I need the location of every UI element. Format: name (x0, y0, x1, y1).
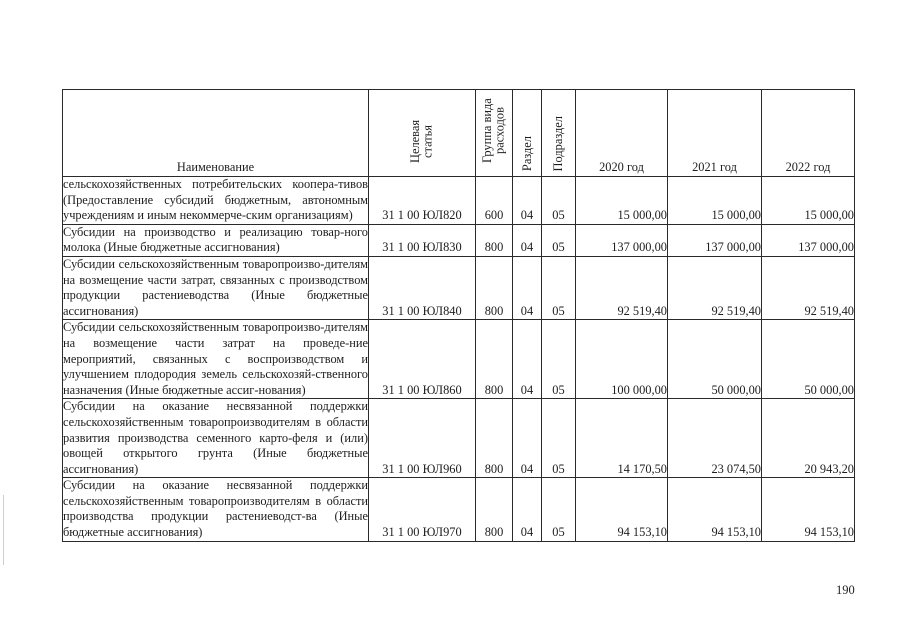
row-section: 04 (513, 256, 542, 319)
row-2022: 137 000,00 (762, 224, 855, 256)
row-2020: 94 153,10 (576, 478, 668, 541)
header-2021: 2021 год (668, 90, 762, 177)
row-subsection: 05 (542, 224, 576, 256)
table-row (63, 256, 855, 319)
row-2020: 14 170,50 (576, 399, 668, 478)
row-name: Субсидии на оказание несвязанной поддержки сельскохозяйственным товаропроизводителям в области производства продукции растениеводст-ва (Иные бюджетные ассигнования) (63, 478, 369, 541)
row-name: сельскохозяйственных потребительских коопера-тивов (Предоставление субсидий бюджетным, автономным учреждениям и иным некоммерче-ским организациям) (63, 177, 369, 225)
row-2020: 92 519,40 (576, 256, 668, 319)
row-2021: 94 153,10 (668, 478, 762, 541)
row-section: 04 (513, 478, 542, 541)
row-section: 04 (513, 224, 542, 256)
row-2021: 92 519,40 (668, 256, 762, 319)
row-target: 31 1 00 ЮЛ830 (369, 224, 476, 256)
row-2020: 15 000,00 (576, 177, 668, 225)
page-number: 190 (836, 583, 855, 597)
row-target: 31 1 00 ЮЛ840 (369, 256, 476, 319)
table-row (63, 399, 855, 478)
row-section: 04 (513, 399, 542, 478)
header-2022: 2022 год (762, 90, 855, 177)
row-target: 31 1 00 ЮЛ960 (369, 399, 476, 478)
row-2021: 137 000,00 (668, 224, 762, 256)
row-group: 600 (476, 177, 513, 225)
row-name: Субсидии сельскохозяйственным товаропроизво-дителям на возмещение части затрат на проведе-ние мероприятий, связанных с воспроизводством и улучшением плодородия земель сельскохозяй-ственного назначения (Иные бюджетные ассиг-нования) (63, 320, 369, 399)
row-subsection: 05 (542, 478, 576, 541)
row-2021: 15 000,00 (668, 177, 762, 225)
row-target: 31 1 00 ЮЛ860 (369, 320, 476, 399)
header-subsection: Подраздел (542, 90, 576, 177)
row-target: 31 1 00 ЮЛ820 (369, 177, 476, 225)
table-header-row (63, 90, 855, 177)
budget-table (62, 89, 855, 542)
row-name: Субсидии на оказание несвязанной поддержки сельскохозяйственным товаропроизводителям в области развития производства семенного карто-феля и (или) овощей открытого грунта (Иные бюджетные ассигнования) (63, 399, 369, 478)
header-section: Раздел (513, 90, 542, 177)
row-group: 800 (476, 399, 513, 478)
header-name: Наименование (63, 90, 369, 177)
row-2022: 92 519,40 (762, 256, 855, 319)
row-2020: 100 000,00 (576, 320, 668, 399)
row-2021: 50 000,00 (668, 320, 762, 399)
table-row (63, 320, 855, 399)
row-subsection: 05 (542, 320, 576, 399)
row-subsection: 05 (542, 399, 576, 478)
row-group: 800 (476, 478, 513, 541)
row-2021: 23 074,50 (668, 399, 762, 478)
scan-edge-mark (3, 495, 4, 565)
table-row (63, 177, 855, 225)
row-2022: 50 000,00 (762, 320, 855, 399)
row-name: Субсидии сельскохозяйственным товаропроизво-дителям на возмещение части затрат, связанных с производством продукции растениеводства (Иные бюджетные ассигнования) (63, 256, 369, 319)
table-row (63, 224, 855, 256)
row-name: Субсидии на производство и реализацию товар-ного молока (Иные бюджетные ассигнования) (63, 224, 369, 256)
row-target: 31 1 00 ЮЛ970 (369, 478, 476, 541)
row-2022: 94 153,10 (762, 478, 855, 541)
row-section: 04 (513, 320, 542, 399)
row-subsection: 05 (542, 177, 576, 225)
row-subsection: 05 (542, 256, 576, 319)
row-2022: 20 943,20 (762, 399, 855, 478)
header-target: Целевая статья (369, 90, 476, 177)
row-2022: 15 000,00 (762, 177, 855, 225)
row-group: 800 (476, 256, 513, 319)
table-row (63, 478, 855, 541)
header-group: Группа вида расходов (476, 90, 513, 177)
header-2020: 2020 год (576, 90, 668, 177)
row-2020: 137 000,00 (576, 224, 668, 256)
row-group: 800 (476, 320, 513, 399)
row-section: 04 (513, 177, 542, 225)
row-group: 800 (476, 224, 513, 256)
